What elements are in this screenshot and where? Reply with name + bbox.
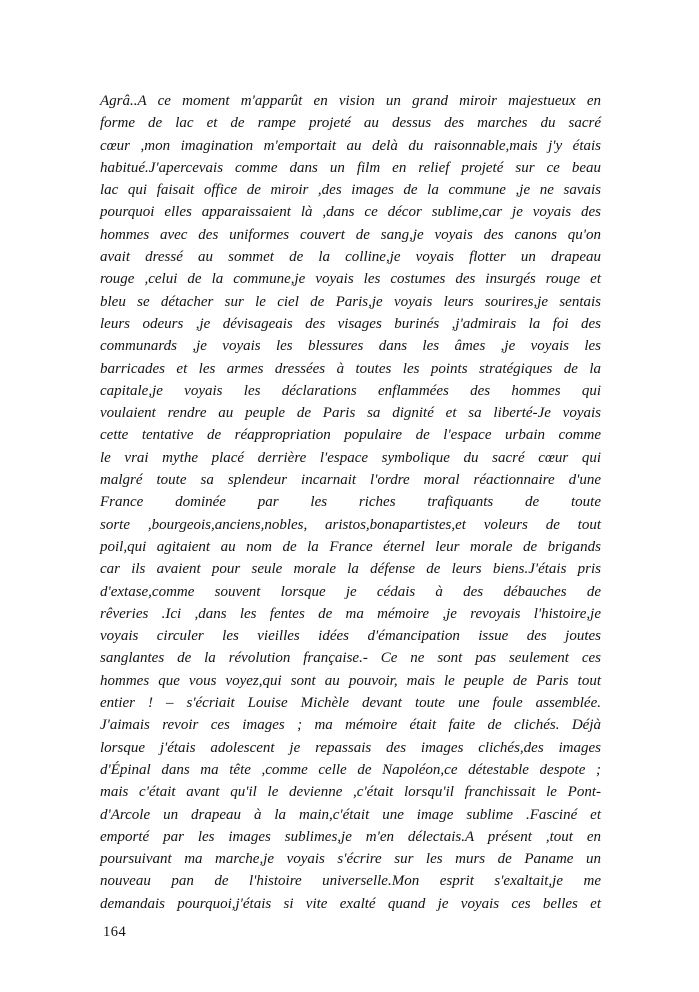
text-line: poil,qui agitaient au nom de la France éternel leur morale de brigands [100,538,601,555]
page-number: 164 [103,924,127,940]
text-line: cœur ,mon imagination m'emportait au delà du raisonnable,mais j'y étais [100,137,601,154]
text-line: mais c'était avant qu'il le devienne ,c'était lorsqu'il franchissait le Pont- [100,784,601,801]
text-line: avait dressé au sommet de la colline,je voyais flotter un drapeau [100,249,601,266]
text-line: hommes que vous voyez,qui sont au pouvoir, mais le peuple de Paris tout [100,672,601,689]
text-line: lorsque j'étais adolescent je repassais des images clichés,des images [100,739,601,756]
text-line: demandais pourquoi,j'étais si vite exalté quand je voyais ces belles et [100,895,601,912]
text-line: sorte ,bourgeois,anciens,nobles, aristos,bonapartistes,et voleurs de tout [100,516,601,533]
text-line: entier ! – s'écriait Louise Michèle devant toute une foule assemblée. [100,695,601,712]
text-line: malgré toute sa splendeur incarnait l'ordre moral réactionnaire d'une [100,472,601,489]
text-line: d'extase,comme souvent lorsque je cédais à des débauches de [100,583,601,600]
text-line: J'aimais revoir ces images ; ma mémoire était faite de clichés. Déjà [100,717,601,734]
text-line: barricades et les armes dressées à toutes les points stratégiques de la [100,360,601,377]
text-line: le vrai mythe placé derrière l'espace symbolique du sacré cœur qui [100,449,601,466]
text-line: lac qui faisait office de miroir ,des images de la commune ,je ne savais [100,182,601,199]
text-line: forme de lac et de rampe projeté au dessus des marches du sacré [100,115,601,132]
text-line: voyais circuler les vieilles idées d'émancipation issue des joutes [100,628,601,645]
text-line: France dominée par les riches trafiquants de toute [100,494,601,511]
text-line: Agrâ..A ce moment m'apparût en vision un grand miroir majestueux en [100,93,601,109]
text-line: voulaient rendre au peuple de Paris sa dignité et sa liberté-Je voyais [100,405,601,422]
text-line: nouveau pan de l'histoire universelle.Mon esprit s'exaltait,je me [100,873,601,890]
text-line: capitale,je voyais les déclarations enflammées des hommes qui [100,382,601,399]
text-line: leurs odeurs ,je dévisageais des visages burinés ,j'admirais la foi des [100,315,601,332]
text-line: d'Arcole un drapeau à la main,c'était une image sublime .Fasciné et [100,806,601,823]
text-line: bleu se détacher sur le ciel de Paris,je voyais leurs sourires,je sentais [100,293,601,310]
text-line: car ils avaient pour seule morale la défense de leurs biens.J'étais pris [100,561,601,578]
text-line: hommes avec des uniformes couvert de sang,je voyais des canons qu'on [100,226,601,243]
text-line: cette tentative de réappropriation populaire de l'espace urbain comme [100,427,601,444]
body-paragraph [100,90,601,915]
text-line: pourquoi elles apparaissaient là ,dans ce décor sublime,car je voyais des [100,204,601,221]
text-line: emporté par les images sublimes,je m'en délectais.A présent ,tout en [100,828,601,845]
text-line: d'Épinal dans ma tête ,comme celle de Napoléon,ce détestable despote ; [100,761,601,778]
text-line: communards ,je voyais les blessures dans les âmes ,je voyais les [100,338,601,355]
text-line: rouge ,celui de la commune,je voyais les costumes des insurgés rouge et [100,271,601,288]
text-line: sanglantes de la révolution française.- Ce ne sont pas seulement ces [100,650,601,667]
text-line: habitué.J'apercevais comme dans un film en relief projeté sur ce beau [100,159,601,176]
text-line: rêveries .Ici ,dans les fentes de ma mémoire ,je revoyais l'histoire,je [100,605,601,622]
text-line: poursuivant ma marche,je voyais s'écrire sur les murs de Paname un [100,851,601,868]
